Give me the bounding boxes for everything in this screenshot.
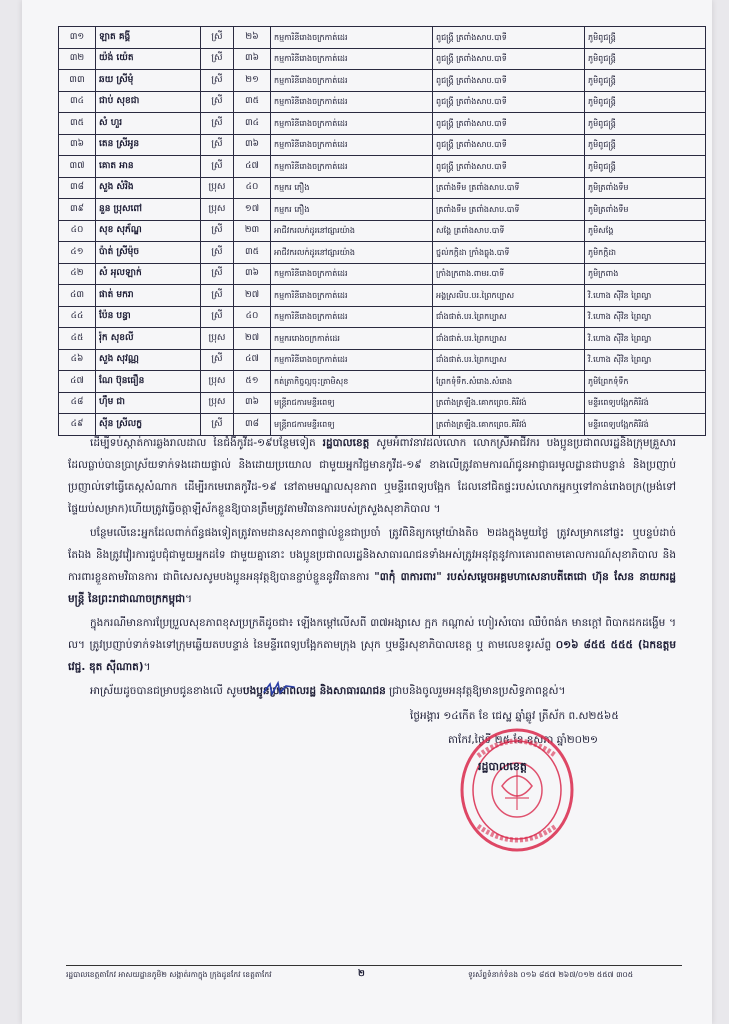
cell-sex: ប្រុស	[201, 371, 234, 393]
cell-age: ៣៤	[234, 113, 271, 135]
cell-job: មន្ត្រីរាជការមន្ទីរពេទ្យ	[271, 392, 433, 414]
table-row	[59, 328, 706, 350]
audience-name: បងប្អូនប្រជាពលរដ្ឋ និងសាធារណជន	[242, 685, 386, 697]
cell-sex: ប្រុស	[201, 199, 234, 221]
lunar-date: ថ្ងៃអង្គារ ១៤កើត ខែ ជេស្ឋ ឆ្នាំឆ្លូវ ត្រីស័ក ព.ស២៥៦៥	[410, 710, 619, 722]
cell-sex: ប្រុស	[201, 392, 234, 414]
cell-no: ៣៥	[59, 113, 96, 135]
cell-age: ៣៥	[234, 91, 271, 113]
cell-place: វិ.ហោង ស៊ីវិន ព្រៃល្វា	[585, 306, 706, 328]
cell-age: ៣៥	[234, 242, 271, 264]
cell-job: កម្មការិនីរោងចក្រកាត់ដេរ	[271, 263, 433, 285]
cell-sex: ស្រី	[201, 306, 234, 328]
cell-addr: ពូជង្គ្រី ត្រពាំងសាប.បាទី	[433, 70, 585, 92]
cell-place: មន្ទីរពេទ្យបង្អែកគិរីវង់	[585, 392, 706, 414]
cell-no: ៤២	[59, 263, 96, 285]
cell-sex: ស្រី	[201, 134, 234, 156]
cell-name: សុខ សុភ័ណ្ឌ	[96, 220, 201, 242]
cell-place: ភូមិពូជង្គ្រី	[585, 156, 706, 178]
cell-name: សុីន ស្រីលក្ខ	[96, 414, 201, 436]
cell-sex: ប្រុស	[201, 328, 234, 350]
cell-age: ៥១	[234, 371, 271, 393]
cell-no: ៣៤	[59, 91, 96, 113]
cell-no: ៤៣	[59, 285, 96, 307]
cell-job: កម្មករ ភឿង	[271, 199, 433, 221]
cell-age: ៣៦	[234, 263, 271, 285]
cell-addr: អង្គស្រលិប.បរ.ព្រៃកប្បាស	[433, 285, 585, 307]
cell-job: មន្ត្រីរាជការមន្ទីរពេទ្យ	[271, 414, 433, 436]
table-row	[59, 70, 706, 92]
cell-addr: ពូជង្គ្រី ត្រពាំងសាប.បាទី	[433, 113, 585, 135]
cell-job: កម្មការិនីរោងចក្រកាត់ដេរ	[271, 349, 433, 371]
cell-age: ៤០	[234, 177, 271, 199]
cell-name: សួង សំរិង	[96, 177, 201, 199]
cell-place: ភូមិពូជង្គ្រី	[585, 134, 706, 156]
cell-age: ៤៧	[234, 349, 271, 371]
cell-addr: ត្រពាំងទឹម ត្រពាំងសាប.បាទី	[433, 177, 585, 199]
table-row	[59, 220, 706, 242]
cell-job: អាជីវករលក់ដូរនៅផ្សារយ៉ាង	[271, 220, 433, 242]
cell-addr: ត្រពាំងទឹម ត្រពាំងសាប.បាទី	[433, 199, 585, 221]
cell-sex: ប្រុស	[201, 177, 234, 199]
cell-place: ភូមិត្រពាំងទឹម	[585, 199, 706, 221]
cell-place: ភូមិពូជង្គ្រី	[585, 48, 706, 70]
campaign-slogan: "៣កុំ ៣ការពារ" របស់សម្ដេចអគ្គមហាសេនាបតីតេជោ ហ៊ុន សែន នាយករដ្ឋមន្ត្រី នៃព្រះរាជាណាចក្រកម្ពុជា	[68, 571, 676, 605]
cell-name: តេន ស្រីអូន	[96, 134, 201, 156]
cell-sex: ស្រី	[201, 263, 234, 285]
table-row	[59, 27, 706, 49]
cell-sex: ស្រី	[201, 27, 234, 49]
cell-age: ៣៦	[234, 392, 271, 414]
cell-place: ភូមិសង្គែ	[585, 220, 706, 242]
cell-addr: ពូជង្គ្រី ត្រពាំងសាប.បាទី	[433, 27, 585, 49]
cell-name: ឡាត គង្គី	[96, 27, 201, 49]
cell-place: ភូមិក្រពាង	[585, 263, 706, 285]
cell-addr: ជាំងផាត់.បរ.ព្រៃកប្បាស	[433, 349, 585, 371]
cell-place: ភូមិកក្កិដា	[585, 242, 706, 264]
cell-age: ៤០	[234, 306, 271, 328]
cell-job: កម្មការិនីរោងចក្រកាត់ដេរ	[271, 91, 433, 113]
cell-name: ឆយ ស្រីមុំ	[96, 70, 201, 92]
cell-place: វិ.ហោង ស៊ីវិន ព្រៃល្វា	[585, 328, 706, 350]
table-row	[59, 134, 706, 156]
cell-name: ផាត់ មករា	[96, 285, 201, 307]
hotline-number: ០១៦ ៨៥៥ ៥៥៥ (ឯកឧត្ដម វេជ្ជ. ឌុត ស៊ីណាត)	[68, 639, 676, 673]
table-row	[59, 371, 706, 393]
cell-name: គោត អាន	[96, 156, 201, 178]
cell-addr: ព្រែកទុំទឹក.សំរោង.សំរោង	[433, 371, 585, 393]
solar-date: តាកែវ,ថ្ងៃទី ២៥ ខែ ឧសភា ឆ្នាំ២០២១	[448, 734, 598, 746]
cell-no: ៤៨	[59, 392, 96, 414]
cell-sex: ស្រី	[201, 48, 234, 70]
cell-age: ២៧	[234, 328, 271, 350]
cell-name: នួន ប្រុសពៅ	[96, 199, 201, 221]
cell-place: ភូមិពូជង្គ្រី	[585, 27, 706, 49]
cell-place: ភូមិព្រែកទុំទឹក	[585, 371, 706, 393]
table-row	[59, 349, 706, 371]
cell-job: កម្មកររោងចក្រកាត់ដេរ	[271, 328, 433, 350]
cell-place: ភូមិពូជង្គ្រី	[585, 70, 706, 92]
signatory-title: រដ្ឋបាលខេត្ត	[478, 760, 527, 773]
cell-job: កម្មការិនីរោងចក្រកាត់ដេរ	[271, 285, 433, 307]
cell-sex: ស្រី	[201, 285, 234, 307]
cell-addr: ត្រពាំងត្រឡឹង.គោកព្រេច.គិរីវង់	[433, 414, 585, 436]
cell-name: ជាប់ សុខជា	[96, 91, 201, 113]
cell-addr: ត្រពាំងត្រឡឹង.គោកព្រេច.គិរីវង់	[433, 392, 585, 414]
table-row	[59, 91, 706, 113]
cell-place: មន្ទីរពេទ្យបង្អែកគិរីវង់	[585, 414, 706, 436]
cell-name: សួង សុវណ្ណ	[96, 349, 201, 371]
cell-addr: ពូជង្គ្រី ត្រពាំងសាប.បាទី	[433, 48, 585, 70]
cell-age: ៤៧	[234, 156, 271, 178]
cell-place: ភូមិពូជង្គ្រី	[585, 91, 706, 113]
cell-no: ៤៥	[59, 328, 96, 350]
cell-name: ប៉ែន បន្ធា	[96, 306, 201, 328]
cell-age: ១៧	[234, 199, 271, 221]
authority-name: រដ្ឋបាលខេត្ត	[322, 437, 370, 449]
cell-no: ៣១	[59, 27, 96, 49]
cell-name: សំ ហួរ	[96, 113, 201, 135]
cell-addr: សង្គែ ត្រពាំងសាប.បាទី	[433, 220, 585, 242]
cell-name: សំ អុលឡាក់	[96, 263, 201, 285]
footer-phone: ទូរស័ព្ទទំនាក់ទំនង ០១៦ ៨៥៧ ២៦៧/០១២ ៥៥៧ ៣០៥	[468, 970, 634, 979]
announcement-body	[68, 432, 676, 704]
cell-addr: ក្រាំងក្រពាង.ពាមរ.បាទី	[433, 263, 585, 285]
paragraph-4: អាស្រ័យដូចបានជម្រាបជូនខាងលើ សូមបងប្អូនប្រជាពលរដ្ឋ និងសាធារណជន ជ្រាបនិងចូលរួមអនុវត្តឱ្យមានប្រសិទ្ធភាពខ្ពស់។	[90, 685, 566, 697]
cell-sex: ស្រី	[201, 414, 234, 436]
table-row	[59, 156, 706, 178]
cell-no: ៤៩	[59, 414, 96, 436]
cell-no: ៤៧	[59, 371, 96, 393]
cell-no: ៣៧	[59, 156, 96, 178]
cell-job: កម្មការិនីរោងចក្រកាត់ដេរ	[271, 70, 433, 92]
cell-place: វិ.ហោង ស៊ីវិន ព្រៃល្វា	[585, 285, 706, 307]
cell-no: ៤៦	[59, 349, 96, 371]
cell-age: ២១	[234, 70, 271, 92]
cell-addr: ជាំងផាត់.បរ.ព្រៃកប្បាស	[433, 328, 585, 350]
cell-place: ភូមិពូជង្គ្រី	[585, 113, 706, 135]
table-row	[59, 48, 706, 70]
cell-no: ៣៣	[59, 70, 96, 92]
cell-addr: ពូជង្គ្រី ត្រពាំងសាប.បាទី	[433, 91, 585, 113]
cell-sex: ស្រី	[201, 91, 234, 113]
cell-no: ៣៦	[59, 134, 96, 156]
table-row	[59, 306, 706, 328]
footer-divider	[66, 965, 682, 966]
paragraph-2: បន្ថែមលើនេះអ្នកដែលពាក់ព័ន្ធផងទៀតត្រូវតាមដានសុខភាពផ្ទាល់ខ្លួនជាប្រចាំ ត្រូវពិនិត្យកម្ដៅយ៉ាងតិច ២ដងក្នុងមួយថ្ងៃ ត្រូវសម្រាកនៅផ្ទះ ឬបន្ទប់ដាច់តែឯង និងត្រូវវៀរការជួបជុំជាមួយអ្នកដទៃ ជាមួយគ្នានោះ បងប្អូនប្រជាពលរដ្ឋនិងសាធារណជនទាំងអស់ត្រូវអនុវត្តនូវការគោរពតាមគោលការណ៍សុខាភិបាល និងការពារខ្លួនតាមវិធានការ ជាពិសេសសូមបងប្អូនអនុវត្តឱ្យបានខ្ជាប់ខ្ជួននូវវិធានការ "៣កុំ ៣ការពារ" របស់សម្ដេចអគ្គមហាសេនាបតីតេជោ ហ៊ុន សែន នាយករដ្ឋមន្ត្រី នៃព្រះរាជាណាចក្រកម្ពុជា។	[68, 527, 676, 605]
cell-no: ៤១	[59, 242, 96, 264]
cell-no: ៣៨	[59, 177, 96, 199]
cell-age: ៣៨	[234, 414, 271, 436]
table-row	[59, 113, 706, 135]
cell-place: ភូមិត្រពាំងទឹម	[585, 177, 706, 199]
footer-address: រដ្ឋបាលខេត្តតាកែវ អាសយដ្ឋានភូមិ២ សង្កាត់រកាក្នុង ក្រុងដូនកែវ ខេត្តតាកែវ	[66, 970, 272, 979]
cell-no: ៤៤	[59, 306, 96, 328]
cell-name: ណែ ប៊ុនធឿន	[96, 371, 201, 393]
cell-job: កម្មការិនីរោងចក្រកាត់ដេរ	[271, 134, 433, 156]
cell-job: កម្មការិនីរោងចក្រកាត់ដេរ	[271, 113, 433, 135]
cell-no: ៣៩	[59, 199, 96, 221]
cell-age: ២៦	[234, 27, 271, 49]
paragraph-3: ក្នុងករណីមានការប្រែប្រួលសុខភាពខុសប្រក្រតីដូចជា៖ ឡើងកម្ដៅលើសពី ៣៧អង្សាសេ ក្អក កណ្ដាស់ ហៀរសំបោរ ឈឺបំពង់ក មានក្ដៅ ពិបាកដកដង្ហើម ។ល។ ត្រូវប្រញាប់ទាក់ទងទៅក្រុមឆ្លើយតបបន្ទាន់ នៃមន្ទីរពេទ្យបង្អែកតាមក្រុង ស្រុក ឬមន្ទីរសុខាភិបាលខេត្ត ឬ តាមលេខទូរស័ព្ទ ០១៦ ៨៥៥ ៥៥៥ (ឯកឧត្ដម វេជ្ជ. ឌុត ស៊ីណាត)។	[68, 617, 676, 673]
cell-job: កត់ត្រាកិច្ចល្អចុះត្រាមិសុខ	[271, 371, 433, 393]
cell-name: យ៉ង់ យ៉េត	[96, 48, 201, 70]
official-seal	[458, 726, 576, 854]
cell-job: កម្មការិនីរោងចក្រកាត់ដេរ	[271, 48, 433, 70]
cell-place: វិ.ហោង ស៊ីវិន ព្រៃល្វា	[585, 349, 706, 371]
cell-age: ២៣	[234, 220, 271, 242]
cell-sex: ស្រី	[201, 113, 234, 135]
contacts-table	[58, 26, 706, 436]
table-row	[59, 177, 706, 199]
cell-no: ៤០	[59, 220, 96, 242]
cell-sex: ស្រី	[201, 242, 234, 264]
cell-name: ហ៊ឹម ជា	[96, 392, 201, 414]
cell-sex: ស្រី	[201, 220, 234, 242]
cell-name: រ៉ុក សុខលី	[96, 328, 201, 350]
cell-job: កម្មការិនីរោងចក្រកាត់ដេរ	[271, 156, 433, 178]
cell-sex: ស្រី	[201, 156, 234, 178]
page-number: ២	[358, 969, 365, 979]
cell-name: ប៉ាត់ ស្រីម៉ុច	[96, 242, 201, 264]
cell-addr: ពូជង្គ្រី ត្រពាំងសាប.បាទី	[433, 156, 585, 178]
cell-job: អាជីវករលក់ដូរនៅផ្សារយ៉ាង	[271, 242, 433, 264]
table-row	[59, 242, 706, 264]
cell-sex: ស្រី	[201, 70, 234, 92]
cell-age: ២៧	[234, 285, 271, 307]
cell-sex: ស្រី	[201, 349, 234, 371]
cell-no: ៣២	[59, 48, 96, 70]
table-row	[59, 199, 706, 221]
table-row	[59, 392, 706, 414]
cell-age: ៣៦	[234, 134, 271, 156]
cell-addr: ជាំងផាត់.បរ.ព្រៃកប្បាស	[433, 306, 585, 328]
cell-addr: ថ្នល់កក្កិដា ក្រាំងធ្លុង.បាទី	[433, 242, 585, 264]
cell-job: កម្មការិនីរោងចក្រកាត់ដេរ	[271, 27, 433, 49]
handwritten-initial	[262, 680, 296, 698]
table-row	[59, 285, 706, 307]
cell-job: កម្មការិនីរោងចក្រកាត់ដេរ	[271, 306, 433, 328]
table-row	[59, 263, 706, 285]
cell-age: ៣៦	[234, 48, 271, 70]
paragraph-1: ដើម្បីទប់ស្កាត់ការឆ្លងរាលដាល នៃជំងឺកូវីដ-១៩បន្ថែមទៀត រដ្ឋបាលខេត្ត សូមអំពាវនាវដល់លោក លោកស្រីអាជីវករ បងប្អូនប្រជាពលរដ្ឋនិងក្រុមគ្រួសារដែលធ្លាប់បានប្រាស្រ័យទាក់ទងដោយផ្ទាល់ និងដោយប្រយោល ជាមួយអ្នកវិជ្ជមានកូវីដ-១៩ ខាងលើត្រូវតាមការណ៍ជូនអាជ្ញាធរមូលដ្ឋានជាបន្ទាន់ និងប្រញាប់ប្រញាល់ទៅធ្វើតេស្តសំណាក ដើម្បីរកមេរោគកូវីដ-១៩ នៅតាមមណ្ឌលសុខភាព ឬមន្ទីរពេទ្យបង្អែក ដែលនៅជិតផ្ទះរបស់លោកអ្នកឬទៅកាន់រោងចក្រ(ម្រង់ទៅផ្ទៃយប់សម្រាក)ហើយត្រូវធ្វើចត្តាឡីស័កខ្លួនឱ្យបានត្រឹមត្រូវតាមវិធានការរបស់ក្រសួងសុខាភិបាល ។	[68, 437, 676, 515]
cell-job: កម្មករ ភឿង	[271, 177, 433, 199]
cell-addr: ពូជង្គ្រី ត្រពាំងសាប.បាទី	[433, 134, 585, 156]
